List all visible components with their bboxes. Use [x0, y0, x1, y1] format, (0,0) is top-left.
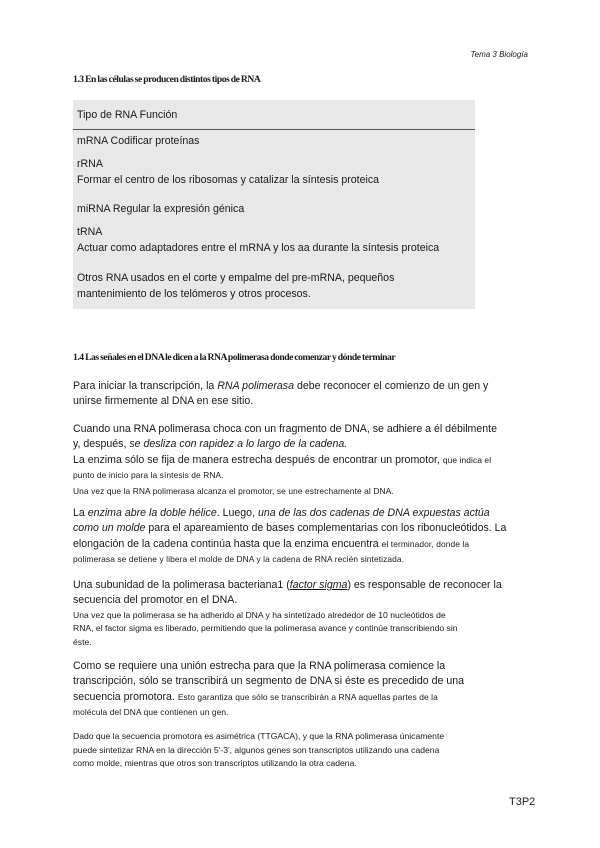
table-row-otros: Otros RNA usados en el corte y empalme del pre-mRNA, pequeños mantenimiento de los telómeros y otros procesos.	[77, 272, 395, 300]
table-row-trna: tRNA Actuar como adaptadores entre el mRNA y los aa durante la síntesis proteica	[77, 226, 440, 254]
table-row-rrna: rRNA Formar el centro de los ribosomas y catalizar la síntesis proteica	[77, 158, 380, 186]
page-number: T3P2	[509, 796, 536, 808]
running-head: Tema 3 Biología	[470, 50, 528, 59]
table-header-rule	[73, 129, 475, 130]
table-row-mrna: mRNA Codificar proteínas	[77, 135, 200, 147]
paragraph-4: Una subunidad de la polimerasa bacteriana1 (factor sigma) es responsable de reconocer la secuencia del promotor en el DNA. Una vez que la polimerasa se ha adherido al DNA y ha sintetizado alrededor de 10 nucleótidos de RNA, el factor sigma es liberado, permitiendo que la polimerasa avance y continúe transcribiendo sin éste.	[73, 579, 502, 647]
section-14-title: 1.4 Las señales en el DNA le dicen a la RNA polimerasa donde comenzar y dónde terminar	[73, 352, 396, 363]
rna-types-table	[73, 100, 475, 309]
paragraph-5: Como se requiere una unión estrecha para que la RNA polimerasa comience la transcripción, sólo se transcribirá un segmento de DNA si éste es precedido de una secuencia promotora. Esto garantiza que sólo se transcribirán a RNA aquellas partes de la molécula del DNA que contienen un gen.	[73, 660, 465, 718]
table-header: Tipo de RNA Función	[77, 109, 178, 121]
section-13-title: 1.3 En las células se producen distintos tipos de RNA	[73, 74, 261, 85]
paragraph-6: Dado que la secuencia promotora es asimétrica (TTGACA), y que la RNA polimerasa únicamente puede sintetizar RNA en la dirección 5'-3', algunos genes son transcriptos utilizando una cadena como molde, mientras que otros son transcriptos utilizando la otra cadena.	[73, 731, 445, 768]
table-row-mirna: miRNA Regular la expresión génica	[77, 203, 245, 215]
paragraph-1: Para iniciar la transcripción, la RNA polimerasa debe reconocer el comienzo de un gen y unirse firmemente al DNA en ese sitio.	[73, 380, 489, 408]
paragraph-3: La enzima abre la doble hélice. Luego, una de las dos cadenas de DNA expuestas actúa como un molde para el apareamiento de bases complementarias con los ribonucleótidos. La elongación de la cadena continúa hasta que la enzima encuentra el terminador, donde la polimerasa se detiene y libera el molde de DNA y la cadena de RNA recién sintetizada.	[73, 507, 507, 565]
paragraph-2: Cuando una RNA polimerasa choca con un fragmento de DNA, se adhiere a él débilmente y, después, se desliza con rapidez a lo largo de la cadena. La enzima sólo se fija de manera estrecha después de encontrar un promotor, que indica el punto de inicio para la síntesis de RNA. Una vez que la RNA polimerasa alcanza el promotor, se une estrechamente al DNA.	[73, 423, 498, 496]
